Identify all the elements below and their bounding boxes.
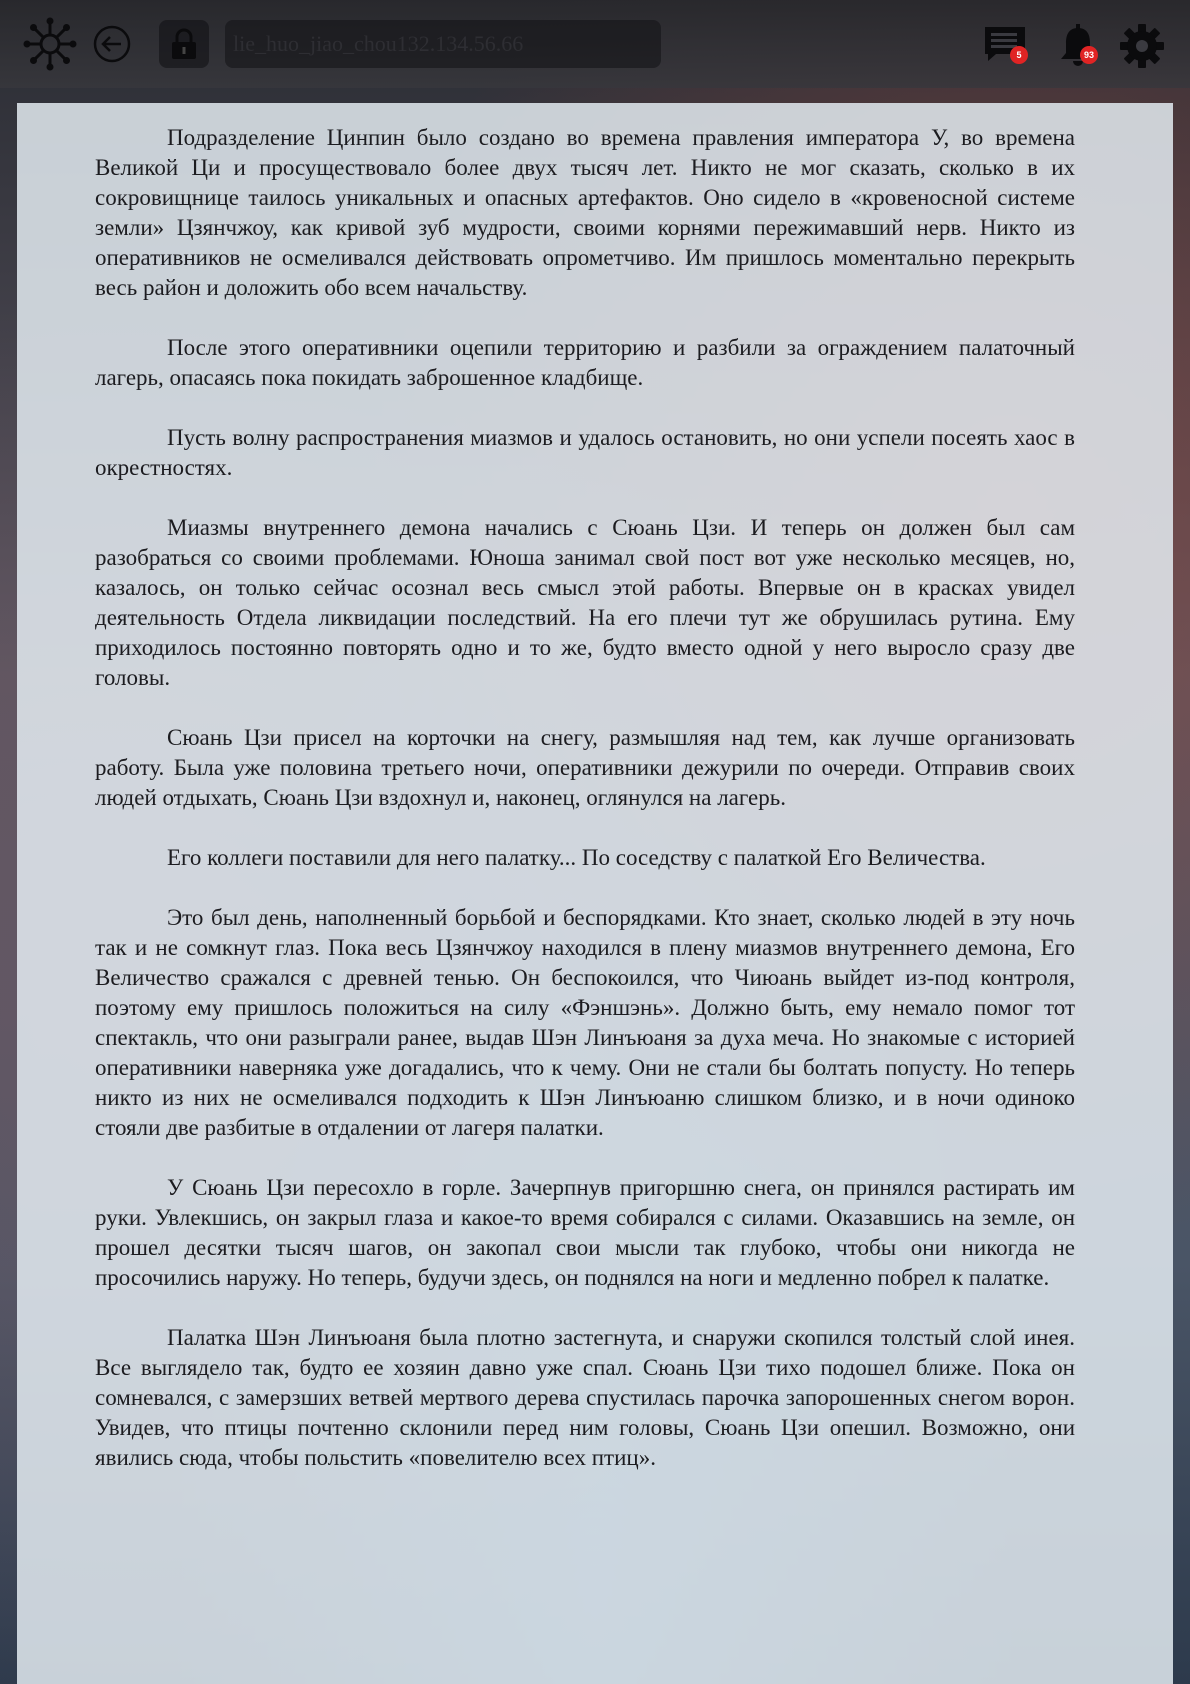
notifications-badge: 93 <box>1080 46 1098 64</box>
paragraph: Сюань Цзи присел на корточки на снегу, размышляя над тем, как лучше организовать работу. Была уже половина третьего ночи, оперативники дежурили по очереди. Отправив своих людей отдыхать, Сюань Цзи вздохнул и, наконец, оглянулся на лагерь. <box>95 725 1075 810</box>
gear-icon <box>1119 23 1165 69</box>
paragraph: После этого оперативники оцепили территорию и разбили за ограждением палаточный лагерь, опасаясь пока покидать заброшенное кладбище. <box>95 335 1075 390</box>
messages-badge: 5 <box>1010 46 1028 64</box>
reader-panel <box>17 103 1173 1684</box>
paragraph: Это был день, наполненный борьбой и беспорядками. Кто знает, сколько людей в эту ночь так и не сомкнут глаз. Пока весь Цзянчжоу находился в плену миазмов внутреннего демона, Его Величество сражался с древней тенью. Он беспокоился, что Чиюань выйдет из-под контроля, поэтому ему пришлось положиться на силу «Фэншэнь». Должно быть, ему немало помог тот спектакль, что они разыграли ранее, выдав Шэн Линъюаня за духа меча. Но знакомые с историей оперативники наверняка уже догадались, что к чему. Они не стали бы болтать попусту. Но теперь никто из них не осмеливался подходить к Шэн Линъюаню слишком близко, и в ночи одиноко стояли две разбитые в отдалении от лагеря палатки. <box>95 905 1075 1140</box>
paragraph: Миазмы внутреннего демона начались с Сюань Цзи. И теперь он должен был сам разобраться со своими проблемами. Юноша занимал свой пост вот уже несколько месяцев, но, казалось, он только сейчас осознал весь смысл этой работы. Впервые он в красках увидел деятельность Отдела ликвидации последствий. На его плечи тут же обрушилась рутина. Ему приходилось постоянно повторять одно и то же, будто вместо одной у него выросло сразу две головы. <box>95 515 1075 690</box>
paragraph: Его коллеги поставили для него палатку... По соседству с палаткой Его Величества. <box>167 845 986 870</box>
lock-button[interactable] <box>159 20 209 68</box>
paragraph: Палатка Шэн Линъюаня была плотно застегнута, и снаружи скопился толстый слой инея. Все выглядело так, будто ее хозяин давно уже спал. Сюань Цзи тихо подошел ближе. Пока он сомневался, с замерзших ветвей мертвого дерева спустилась парочка запорошенных снегом ворон. Увидев, что птицы почтенно склонили перед ним головы, Сюань Цзи опешил. Возможно, они явились сюда, чтобы польстить «повелителю всех птиц». <box>95 1325 1075 1470</box>
notifications-button[interactable] <box>1056 22 1100 68</box>
paragraph: Пусть волну распространения миазмов и удалось остановить, но они успели посеять хаос в окрестностях. <box>95 425 1075 480</box>
lock-icon <box>169 27 199 61</box>
url-text: lie_huo_jiao_chou132.134.56.66 <box>233 31 524 56</box>
top-bar <box>0 0 1190 88</box>
logo-icon[interactable] <box>22 16 78 72</box>
messages-button[interactable] <box>980 22 1030 66</box>
settings-button[interactable] <box>1118 22 1166 70</box>
back-arrow-icon[interactable] <box>92 24 132 64</box>
paragraph: Подразделение Цинпин было создано во времена правления императора У, во времена Великой Ци и просуществовало более двух тысяч лет. Никто не мог сказать, сколько в их сокровищнице таилось уникальных и опасных артефактов. Оно сидело в «кровеносной системе земли» Цзянчжоу, как кривой зуб мудрости, своими корнями пережимавший нерв. Никто из оперативников не осмеливался действовать опрометчиво. Им пришлось моментально перекрыть весь район и доложить обо всем начальству. <box>95 125 1075 300</box>
url-input[interactable] <box>225 20 661 68</box>
paragraph: У Сюань Цзи пересохло в горле. Зачерпнув пригоршню снега, он принялся растирать им руки. Увлекшись, он закрыл глаза и какое-то время собирался с силами. Оказавшись на земле, он прошел десятки тысяч шагов, он закопал свои мысли так глубоко, чтобы они никогда не просочились наружу. Но теперь, будучи здесь, он поднялся на ноги и медленно побрел к палатке. <box>95 1175 1075 1290</box>
